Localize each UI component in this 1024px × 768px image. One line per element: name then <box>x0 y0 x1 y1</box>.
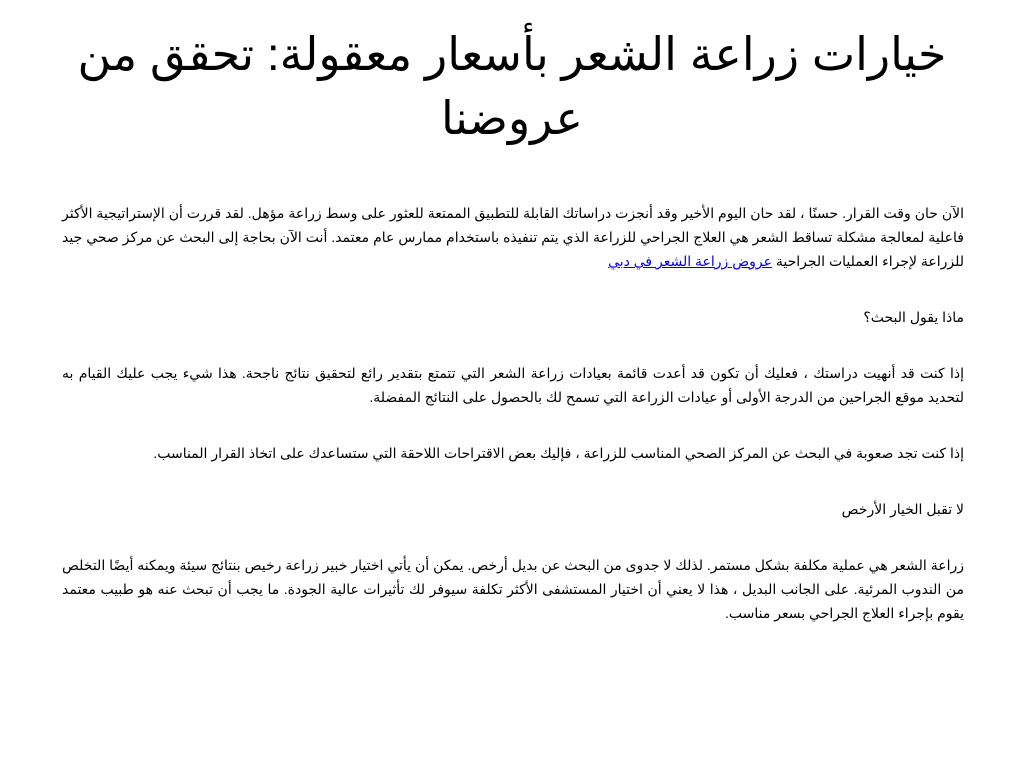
suggestions-paragraph: إذا كنت تجد صعوبة في البحث عن المركز الصحي المناسب للزراعة ، فإليك بعض الاقتراحات اللاحقة التي ستساعدك على اتخاذ القرار المناسب. <box>153 445 964 461</box>
cheapest-option-heading: لا تقبل الخيار الأرخص <box>841 501 964 517</box>
page-title: خيارات زراعة الشعر بأسعار معقولة: تحقق من عروضنا <box>77 28 947 144</box>
research-heading: ماذا يقول البحث؟ <box>863 309 964 325</box>
intro-paragraph <box>62 201 964 273</box>
dubai-hair-transplant-offers-link[interactable]: عروض زراعة الشعر في دبي <box>608 253 772 269</box>
research-paragraph: إذا كنت قد أنهيت دراستك ، فعليك أن تكون قد أعدت قائمة بعيادات زراعة الشعر التي تتمتع بتقدير رائع لتحقيق نتائج ناجحة. هذا شيء يجب عليك القيام به لتحديد موقع الجراحين من الدرجة الأولى أو عيادات الزراعة التي تسمح لك بالحصول على النتائج المفضلة. <box>62 365 964 405</box>
cost-paragraph: زراعة الشعر هي عملية مكلفة بشكل مستمر. لذلك لا جدوى من البحث عن بديل أرخص. يمكن أن يأتي اختيار خبير زراعة رخيص بنتائج سيئة ويمكنه أيضًا التخلص من الندوب المرئية. على الجانب البديل ، هذا لا يعني أن اختيار المستشفى الأكثر تكلفة سيوفر لك تأثيرات عالية الجودة. ما يجب أن تبحث عنه هو طبيب معتمد يقوم بإجراء العلاج الجراحي بسعر مناسب. <box>62 557 964 621</box>
intro-paragraph-text: الآن حان وقت القرار. حسنًا ، لقد حان اليوم الأخير وقد أنجزت دراساتك القابلة للتطبيق الممتعة للعثور على وسط زراعة مؤهل. لقد قررت أن الإستراتيجية الأكثر فاعلية لمعالجة مشكلة تساقط الشعر هي العلاج الجراحي للزراعة الذي يتم تنفيذه باستخدام ممارس عام معتمد. أنت الآن بحاجة إلى البحث عن مركز صحي جيد للزراعة لإجراء العمليات الجراحية <box>62 205 964 269</box>
content-body <box>62 201 964 625</box>
